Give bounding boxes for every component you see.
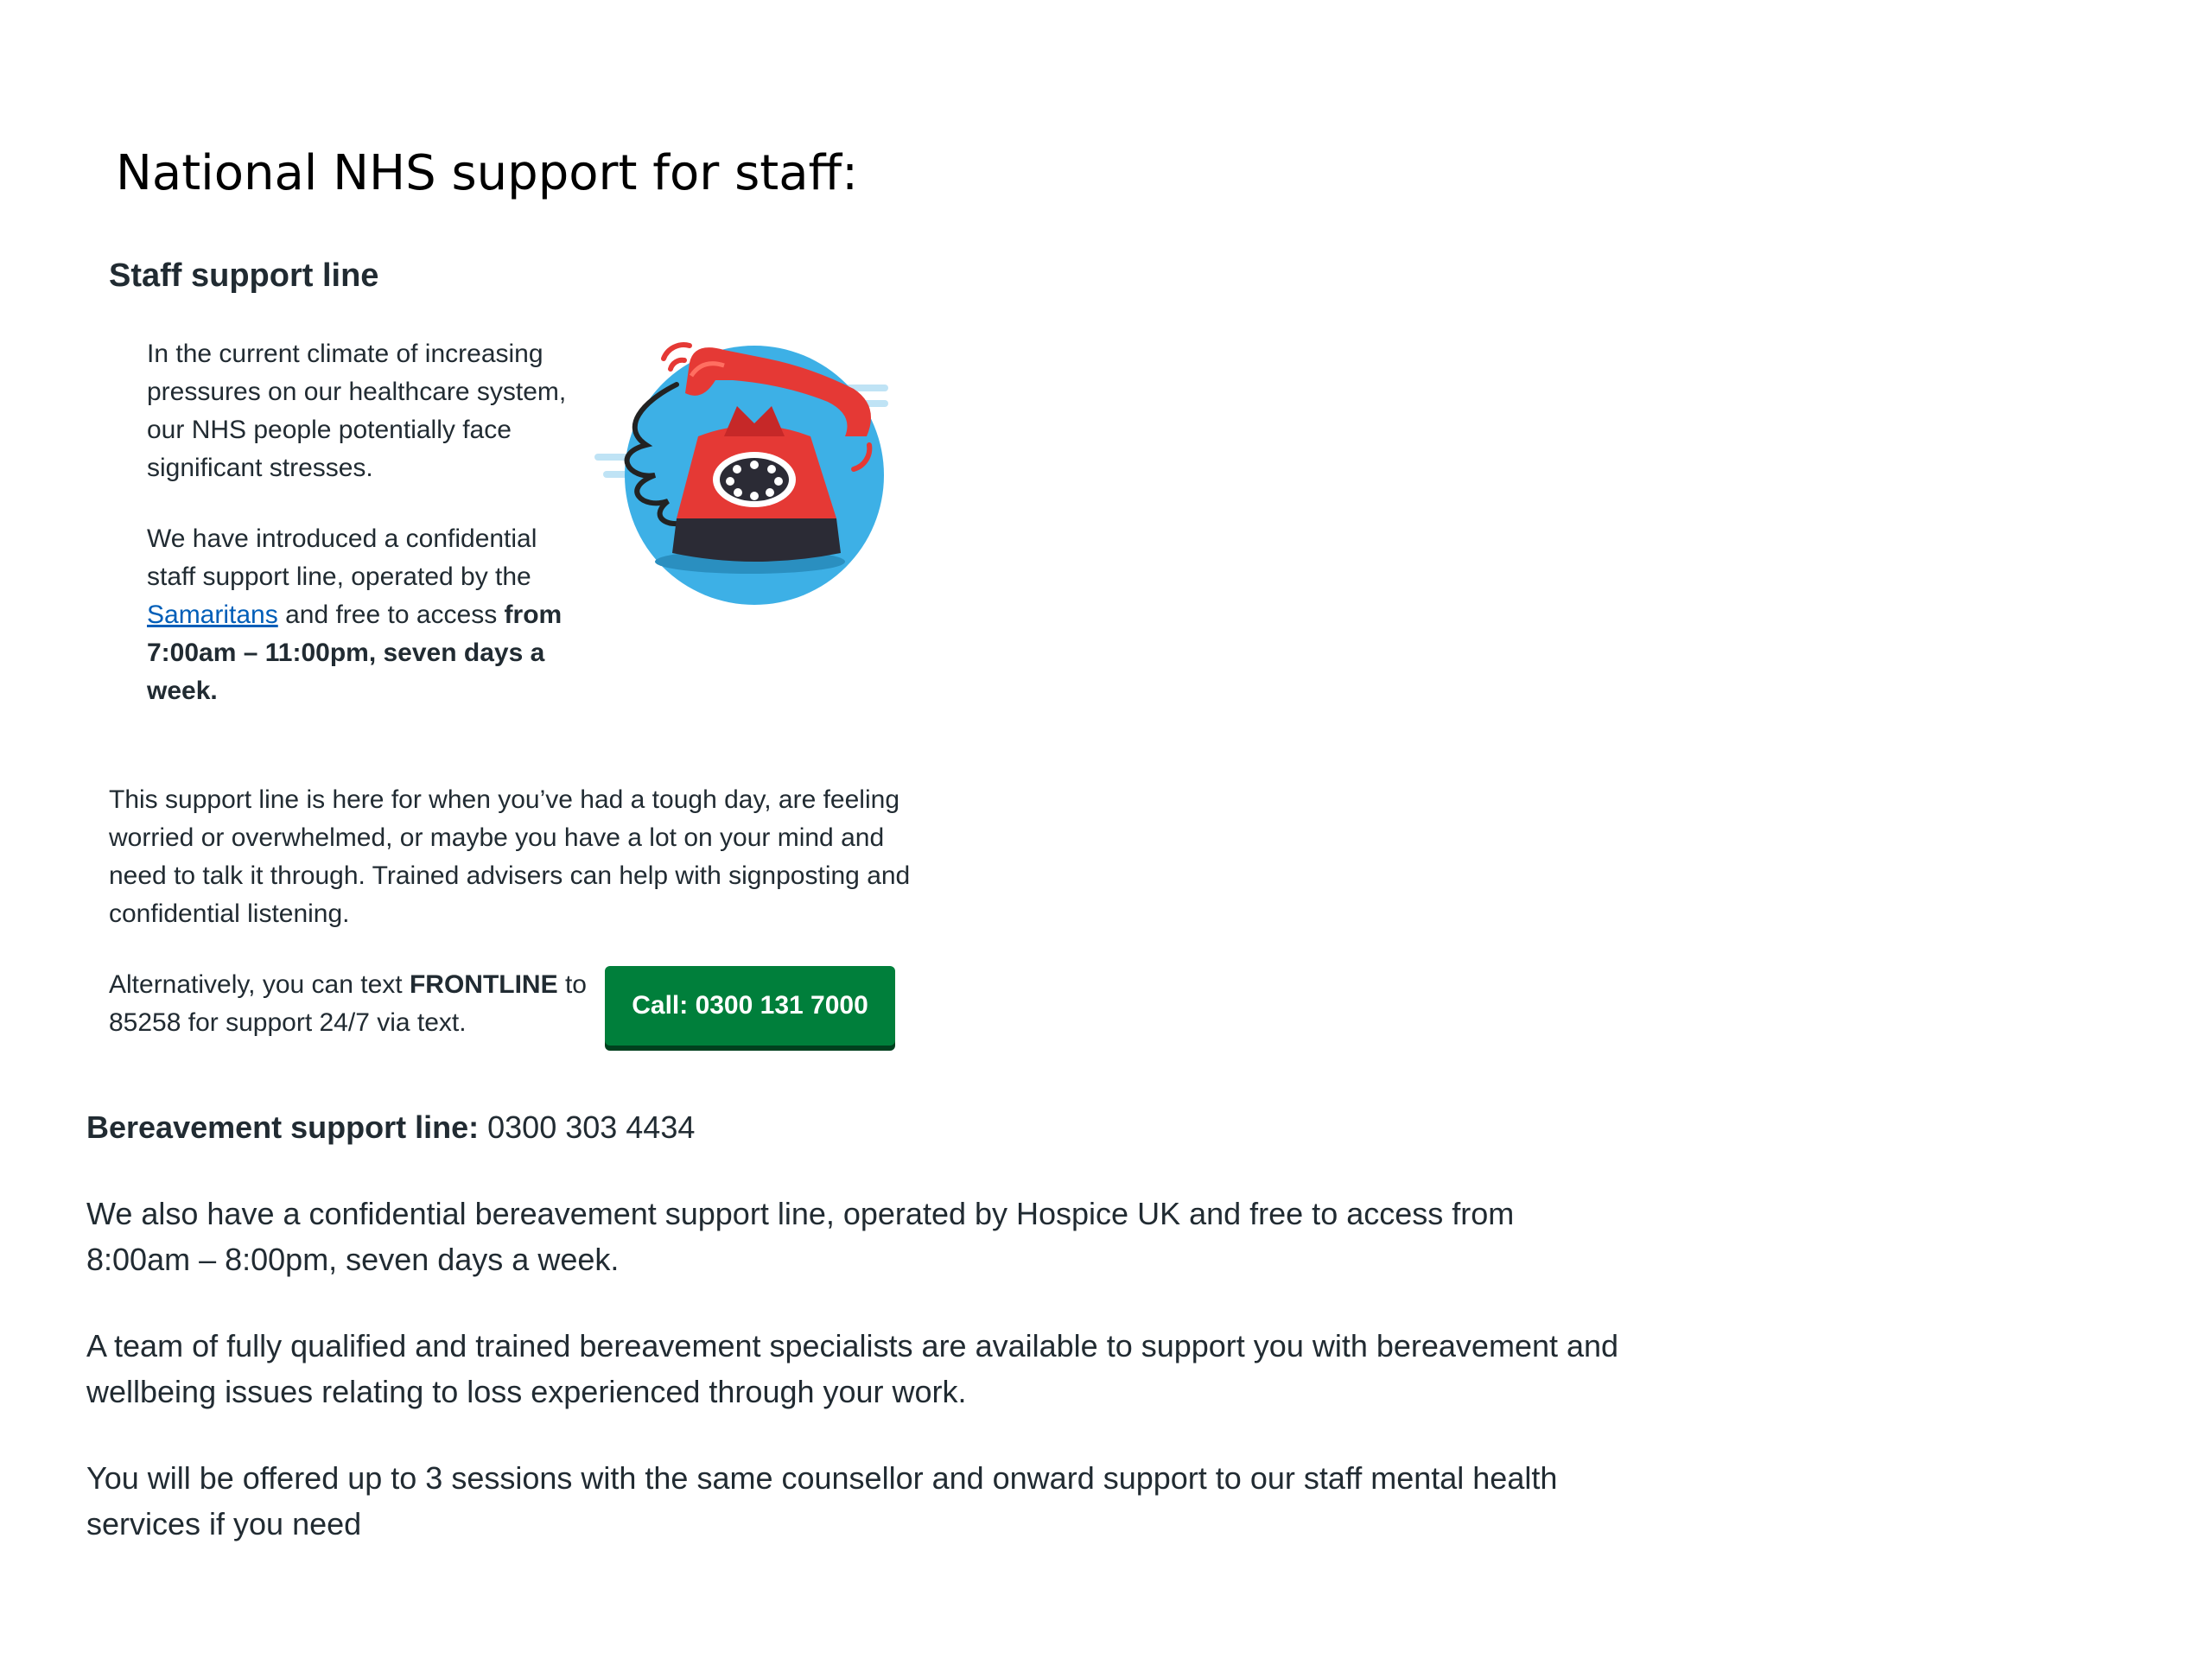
intro-paragraph: In the current climate of increasing pressures on our healthcare system, our NHS people potentially face significant stresses.: [147, 340, 567, 482]
call-staff-support-button[interactable]: Call: 0300 131 7000: [605, 966, 895, 1046]
frontline-keyword: FRONTLINE: [409, 970, 558, 999]
bereavement-paragraph-2: A team of fully qualified and trained bereavement specialists are available to support you with bereavement and wellbeing issues relating to loss experienced through your work.: [86, 1328, 1619, 1409]
bereavement-number: 0300 303 4434: [479, 1109, 696, 1145]
slide-title: National NHS support for staff:: [116, 145, 859, 201]
staff-support-intro: [147, 335, 579, 710]
bereavement-label: Bereavement support line:: [86, 1109, 480, 1145]
text-support-pre: Alternatively, you can text: [109, 970, 410, 999]
bereavement-paragraph-3: You will be offered up to 3 sessions with the same counsellor and onward support to our staff mental health services if you need: [86, 1460, 1558, 1541]
staff-support-heading: Staff support line: [109, 257, 379, 294]
confidential-text-mid: and free to access: [277, 601, 505, 629]
confidential-hours: from 7:00am – 11:00pm, seven days a week.: [147, 601, 563, 705]
red-rotary-phone-icon: [594, 333, 897, 618]
confidential-text-pre: We have introduced a confidential staff support line, operated by the: [147, 524, 537, 591]
bereavement-paragraph-1: We also have a confidential bereavement support line, operated by Hospice UK and free to access from 8:00am – 8:00pm, seven days a week.: [86, 1196, 1515, 1277]
support-line-description: This support line is here for when you’ve had a tough day, are feeling worried or overwhelmed, or maybe you have a lot on your mind and need to talk it through. Trained advisers can help with signposting and confidential listening.: [109, 785, 911, 928]
samaritans-link[interactable]: Samaritans: [147, 601, 278, 629]
bereavement-support-line: [86, 1104, 695, 1150]
confidential-paragraph: [147, 520, 579, 710]
text-support-paragraph: [109, 966, 593, 1042]
text-support-post: to 85258 for support 24/7 via text.: [109, 970, 587, 1037]
